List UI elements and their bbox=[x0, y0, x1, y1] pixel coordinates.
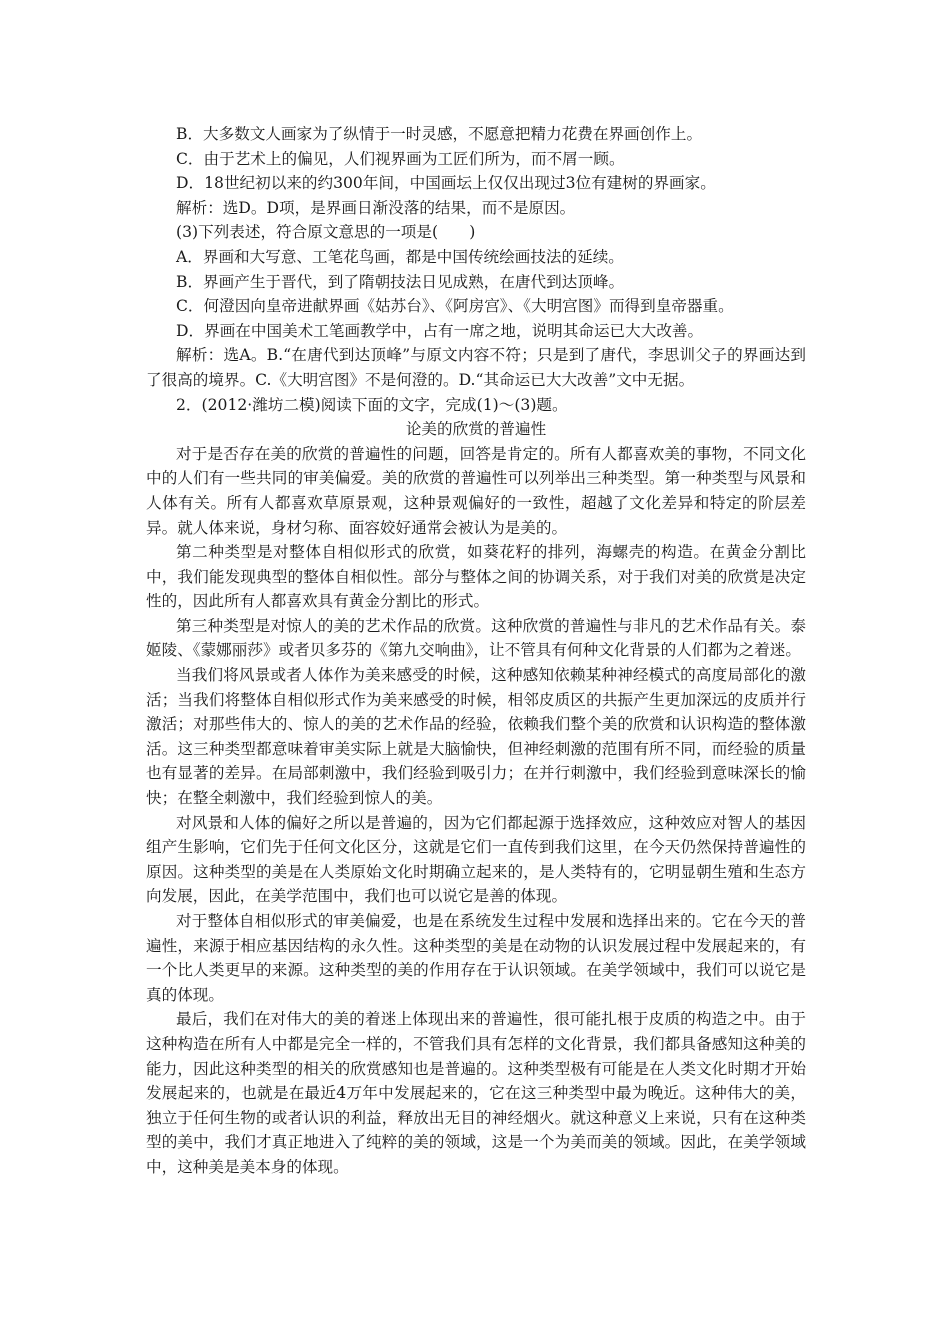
analysis-text: 解析：选D。D项，是界画日渐没落的结果，而不是原因。 bbox=[176, 198, 576, 217]
article-paragraph: 对风景和人体的偏好之所以是普遍的，因为它们都起源于选择效应，这种效应对智人的基因组产生影响，它们先于任何文化区分，这就是它们一直传到我们这里，在今天仍然保持普遍性的原因。这种类型的美是在人类原始文化时期确立起来的，是人类特有的，它明显朝生殖和生态方向发展，因此，在美学范围中，我们也可以说它是善的体现。 bbox=[146, 813, 806, 906]
document-page bbox=[146, 122, 806, 1180]
option-b: B．界画产生于晋代，到了隋朝技法日见成熟，在唐代到达顶峰。 bbox=[176, 272, 625, 291]
section-header: 2．(2012·潍坊二模)阅读下面的文字，完成(1)～(3)题。 bbox=[176, 395, 568, 414]
article-paragraph: 对于是否存在美的欣赏的普遍性的问题，回答是肯定的。所有人都喜欢美的事物，不同文化中的人们有一些共同的审美偏爱。美的欣赏的普遍性可以列举出三种类型。第一种类型与风景和人体有关。所有人都喜欢草原景观，这种景观偏好的一致性，超越了文化差异和特定的阶层差异。就人体来说，身材匀称、面容姣好通常会被认为是美的。 bbox=[146, 444, 806, 537]
option-d: D．界画在中国美术工笔画教学中，占有一席之地，说明其命运已大大改善。 bbox=[176, 321, 704, 340]
article-title: 论美的欣赏的普遍性 bbox=[405, 420, 547, 439]
article-paragraph: 第三种类型是对惊人的美的艺术作品的欣赏。这种欣赏的普遍性与非凡的艺术作品有关。泰姬陵、《蒙娜丽莎》或者贝多芬的《第九交响曲》，让不管具有何种文化背景的人们都为之着迷。 bbox=[146, 616, 806, 660]
option-b: B．大多数文人画家为了纵情于一时灵感，不愿意把精力花费在界画创作上。 bbox=[176, 125, 703, 143]
option-a: A．界画和大写意、工笔花鸟画，都是中国传统绘画技法的延续。 bbox=[176, 247, 624, 266]
article-paragraph: 对于整体自相似形式的审美偏爱，也是在系统发生过程中发展和选择出来的。它在今天的普遍性，来源于相应基因结构的永久性。这种类型的美是在动物的认识发展过程中发展起来的，有一个比人类更早的来源。这种类型的美的作用存在于认识领域。在美学领域中，我们可以说它是真的体现。 bbox=[146, 912, 806, 1004]
analysis-text: 解析：选A。B.“在唐代到达顶峰”与原文内容不符；只是到了唐代，李思训父子的界画达到了很高的境界。C.《大明宫图》不是何澄的。D.“其命运已大大改善”文中无据。 bbox=[146, 346, 806, 389]
option-d: D．18世纪初以来的约300年间，中国画坛上仅仅出现过3位有建树的界画家。 bbox=[176, 174, 716, 193]
article-paragraph: 最后，我们在对伟大的美的着迷上体现出来的普遍性，很可能扎根于皮质的构造之中。由于这种构造在所有人中都是完全一样的，不管我们具有怎样的文化背景，我们都具备感知这种美的能力，因此这种类型的相关的欣赏感知也是普遍的。这种类型极有可能是在人类文化时期才开始发展起来的，也就是在最近4万年中发展起来的，它在这三种类型中最为晚近。这种伟大的美，独立于任何生物的或者认识的利益，释放出无目的神经烟火。就这种意义上来说，只有在这种类型的美中，我们才真正地进入了纯粹的美的领域，这是一个为美而美的领域。因此，在美学领域中，这种美是美本身的体现。 bbox=[146, 1010, 806, 1176]
option-c: C．由于艺术上的偏见，人们视界画为工匠们所为，而不屑一顾。 bbox=[176, 149, 625, 168]
question-stem: (3)下列表述，符合原文意思的一项是( ) bbox=[176, 223, 476, 242]
article-paragraph: 第二种类型是对整体自相似形式的欣赏，如葵花籽的排列，海螺壳的构造。在黄金分割比中，我们能发现典型的整体自相似性。部分与整体之间的协调关系，对于我们对美的欣赏是决定性的，因此所有人都喜欢具有黄金分割比的形式。 bbox=[146, 543, 806, 611]
option-c: C．何澄因向皇帝进献界画《姑苏台》、《阿房宫》、《大明宫图》而得到皇帝器重。 bbox=[176, 297, 734, 316]
article-paragraph: 当我们将风景或者人体作为美来感受的时候，这种感知依赖某种神经模式的高度局部化的激活；当我们将整体自相似形式作为美来感受的时候，相邻皮质区的共振产生更加深远的皮质并行激活；对那些伟大的、惊人的美的艺术作品的经验，依赖我们整个美的欣赏和认识构造的整体激活。这三种类型都意味着审美实际上就是大脑愉快，但神经刺激的范围有所不同，而经验的质量也有显著的差异。在局部刺激中，我们经验到吸引力；在并行刺激中，我们经验到意味深长的愉快；在整全刺激中，我们经验到惊人的美。 bbox=[146, 666, 806, 808]
